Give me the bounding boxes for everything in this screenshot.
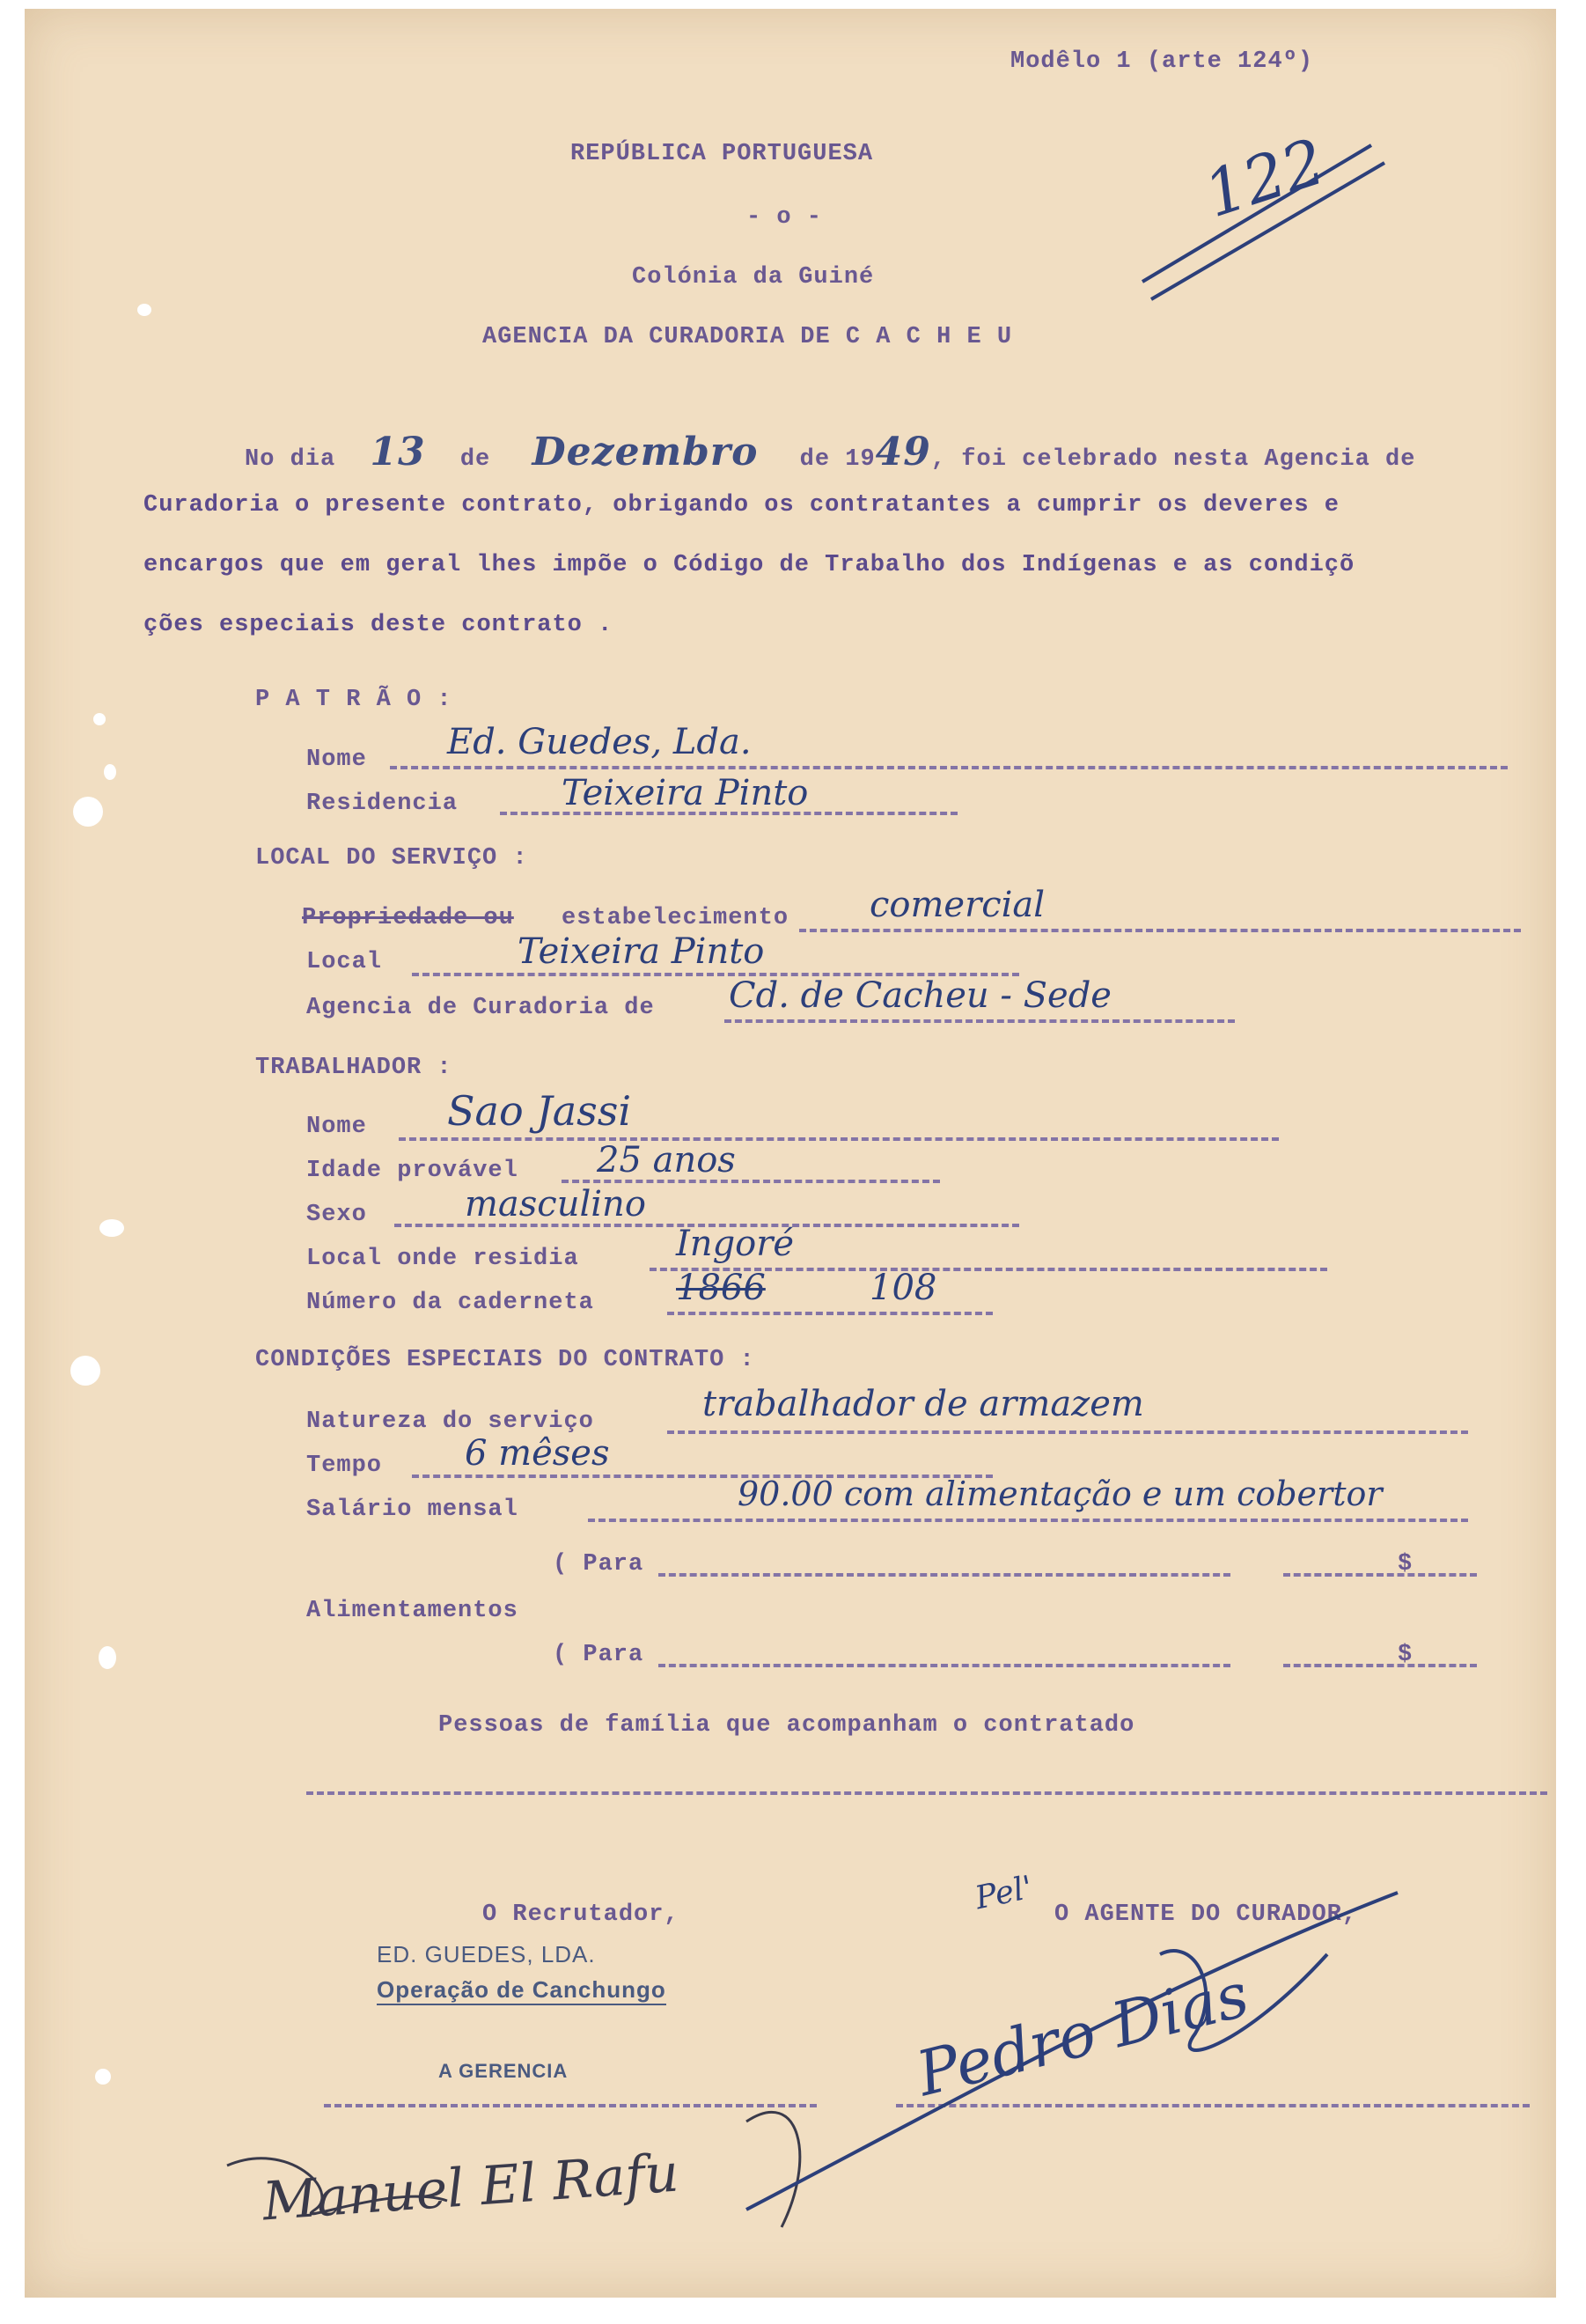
- intro-text-4: , foi celebrado nesta Agencia de: [930, 446, 1416, 473]
- para-2-suffix: $: [1398, 1642, 1413, 1668]
- patrao-nome-label: Nome: [306, 746, 367, 773]
- recrutador-label: O Recrutador,: [482, 1901, 679, 1928]
- sexo-label: Sexo: [306, 1202, 367, 1228]
- residia-label: Local onde residia: [306, 1246, 579, 1272]
- trabalhador-nome-value: Sao Jassi: [447, 1087, 632, 1135]
- company-stamp-management: A GERENCIA: [438, 2060, 569, 2082]
- year-value: 49: [875, 430, 931, 474]
- natureza-value: trabalhador de armazem: [702, 1384, 1144, 1424]
- familia-label: Pessoas de família que acompanham o contratado: [438, 1712, 1135, 1739]
- company-stamp-name: ED. GUEDES, LDA.: [377, 1941, 596, 1967]
- patrao-residencia-value: Teixeira Pinto: [562, 773, 809, 813]
- intro-text-2: de: [459, 446, 491, 473]
- agencia-value: Cd. de Cacheu - Sede: [729, 975, 1112, 1016]
- local-heading: LOCAL DO SERVIÇO :: [255, 845, 528, 872]
- caderneta-label: Número da caderneta: [306, 1290, 594, 1316]
- local-value: Teixeira Pinto: [518, 931, 765, 972]
- alimentos-label: Alimentamentos: [306, 1598, 518, 1624]
- patrao-nome-value: Ed. Guedes, Lda.: [447, 722, 752, 762]
- estabelecimento-value: comercial: [870, 885, 1046, 925]
- republic-title: REPÚBLICA PORTUGUESA: [570, 141, 874, 167]
- agente-mark: Pel': [972, 1869, 1036, 1917]
- agente-signature-stroke: [25, 9, 1556, 2298]
- day-value: 13: [370, 430, 426, 474]
- tempo-label: Tempo: [306, 1452, 383, 1479]
- salario-label: Salário mensal: [306, 1497, 518, 1523]
- para-1-suffix: $: [1398, 1551, 1413, 1578]
- agente-label: O AGENTE DO CURADOR,: [1054, 1901, 1358, 1928]
- intro-text-1: No dia: [245, 446, 336, 473]
- idade-value: 25 anos: [597, 1140, 736, 1180]
- para-1: ( Para: [553, 1551, 644, 1578]
- header-separator: - o -: [746, 204, 823, 231]
- caderneta-value: 108: [870, 1268, 937, 1308]
- company-stamp-location: Operação de Canchungo: [377, 1976, 666, 2005]
- patrao-residencia-label: Residencia: [306, 791, 459, 817]
- intro-text-3: de 19: [799, 446, 876, 473]
- condicoes-heading: CONDIÇÕES ESPECIAIS DO CONTRATO :: [255, 1347, 755, 1373]
- tempo-value: 6 mêses: [465, 1433, 610, 1474]
- caderneta-struck: 1866: [676, 1268, 766, 1308]
- intro-line-4: ções especiais deste contrato .: [143, 612, 613, 638]
- patrao-heading: P A T R Ã O :: [255, 687, 452, 713]
- document-page: [25, 9, 1556, 2298]
- model-reference: Modêlo 1 (arte 124º): [1010, 48, 1314, 75]
- natureza-label: Natureza do serviço: [306, 1408, 594, 1435]
- local-label: Local: [306, 949, 383, 975]
- intro-line-2: Curadoria o presente contrato, obrigando os contratantes a cumprir os deveres e: [143, 492, 1340, 518]
- intro-line-3: encargos que em geral lhes impõe o Código de Trabalho dos Indígenas e as condiçõ: [143, 552, 1355, 578]
- colony-title: Colónia da Guiné: [632, 264, 875, 290]
- recrutador-signature: Manuel El Rafu: [261, 2142, 681, 2233]
- trabalhador-nome-label: Nome: [306, 1114, 367, 1140]
- agency-title: AGENCIA DA CURADORIA DE C A C H E U: [482, 324, 1013, 350]
- estabelecimento-label: estabelecimento: [562, 905, 789, 931]
- idade-label: Idade provável: [306, 1158, 518, 1184]
- para-2: ( Para: [553, 1642, 644, 1668]
- propriedade-struck: Propriedade ou: [302, 905, 514, 931]
- sexo-value: masculino: [465, 1184, 646, 1225]
- trabalhador-heading: TRABALHADOR :: [255, 1055, 452, 1081]
- salario-value: 90.00 com alimentação e um cobertor: [738, 1475, 1383, 1513]
- agencia-label: Agencia de Curadoria de: [306, 995, 655, 1021]
- residia-value: Ingoré: [676, 1224, 795, 1264]
- agente-signature: Pedro Dias: [909, 1958, 1256, 2111]
- document-number: 122: [1195, 123, 1334, 232]
- month-value: Dezembro: [532, 430, 759, 474]
